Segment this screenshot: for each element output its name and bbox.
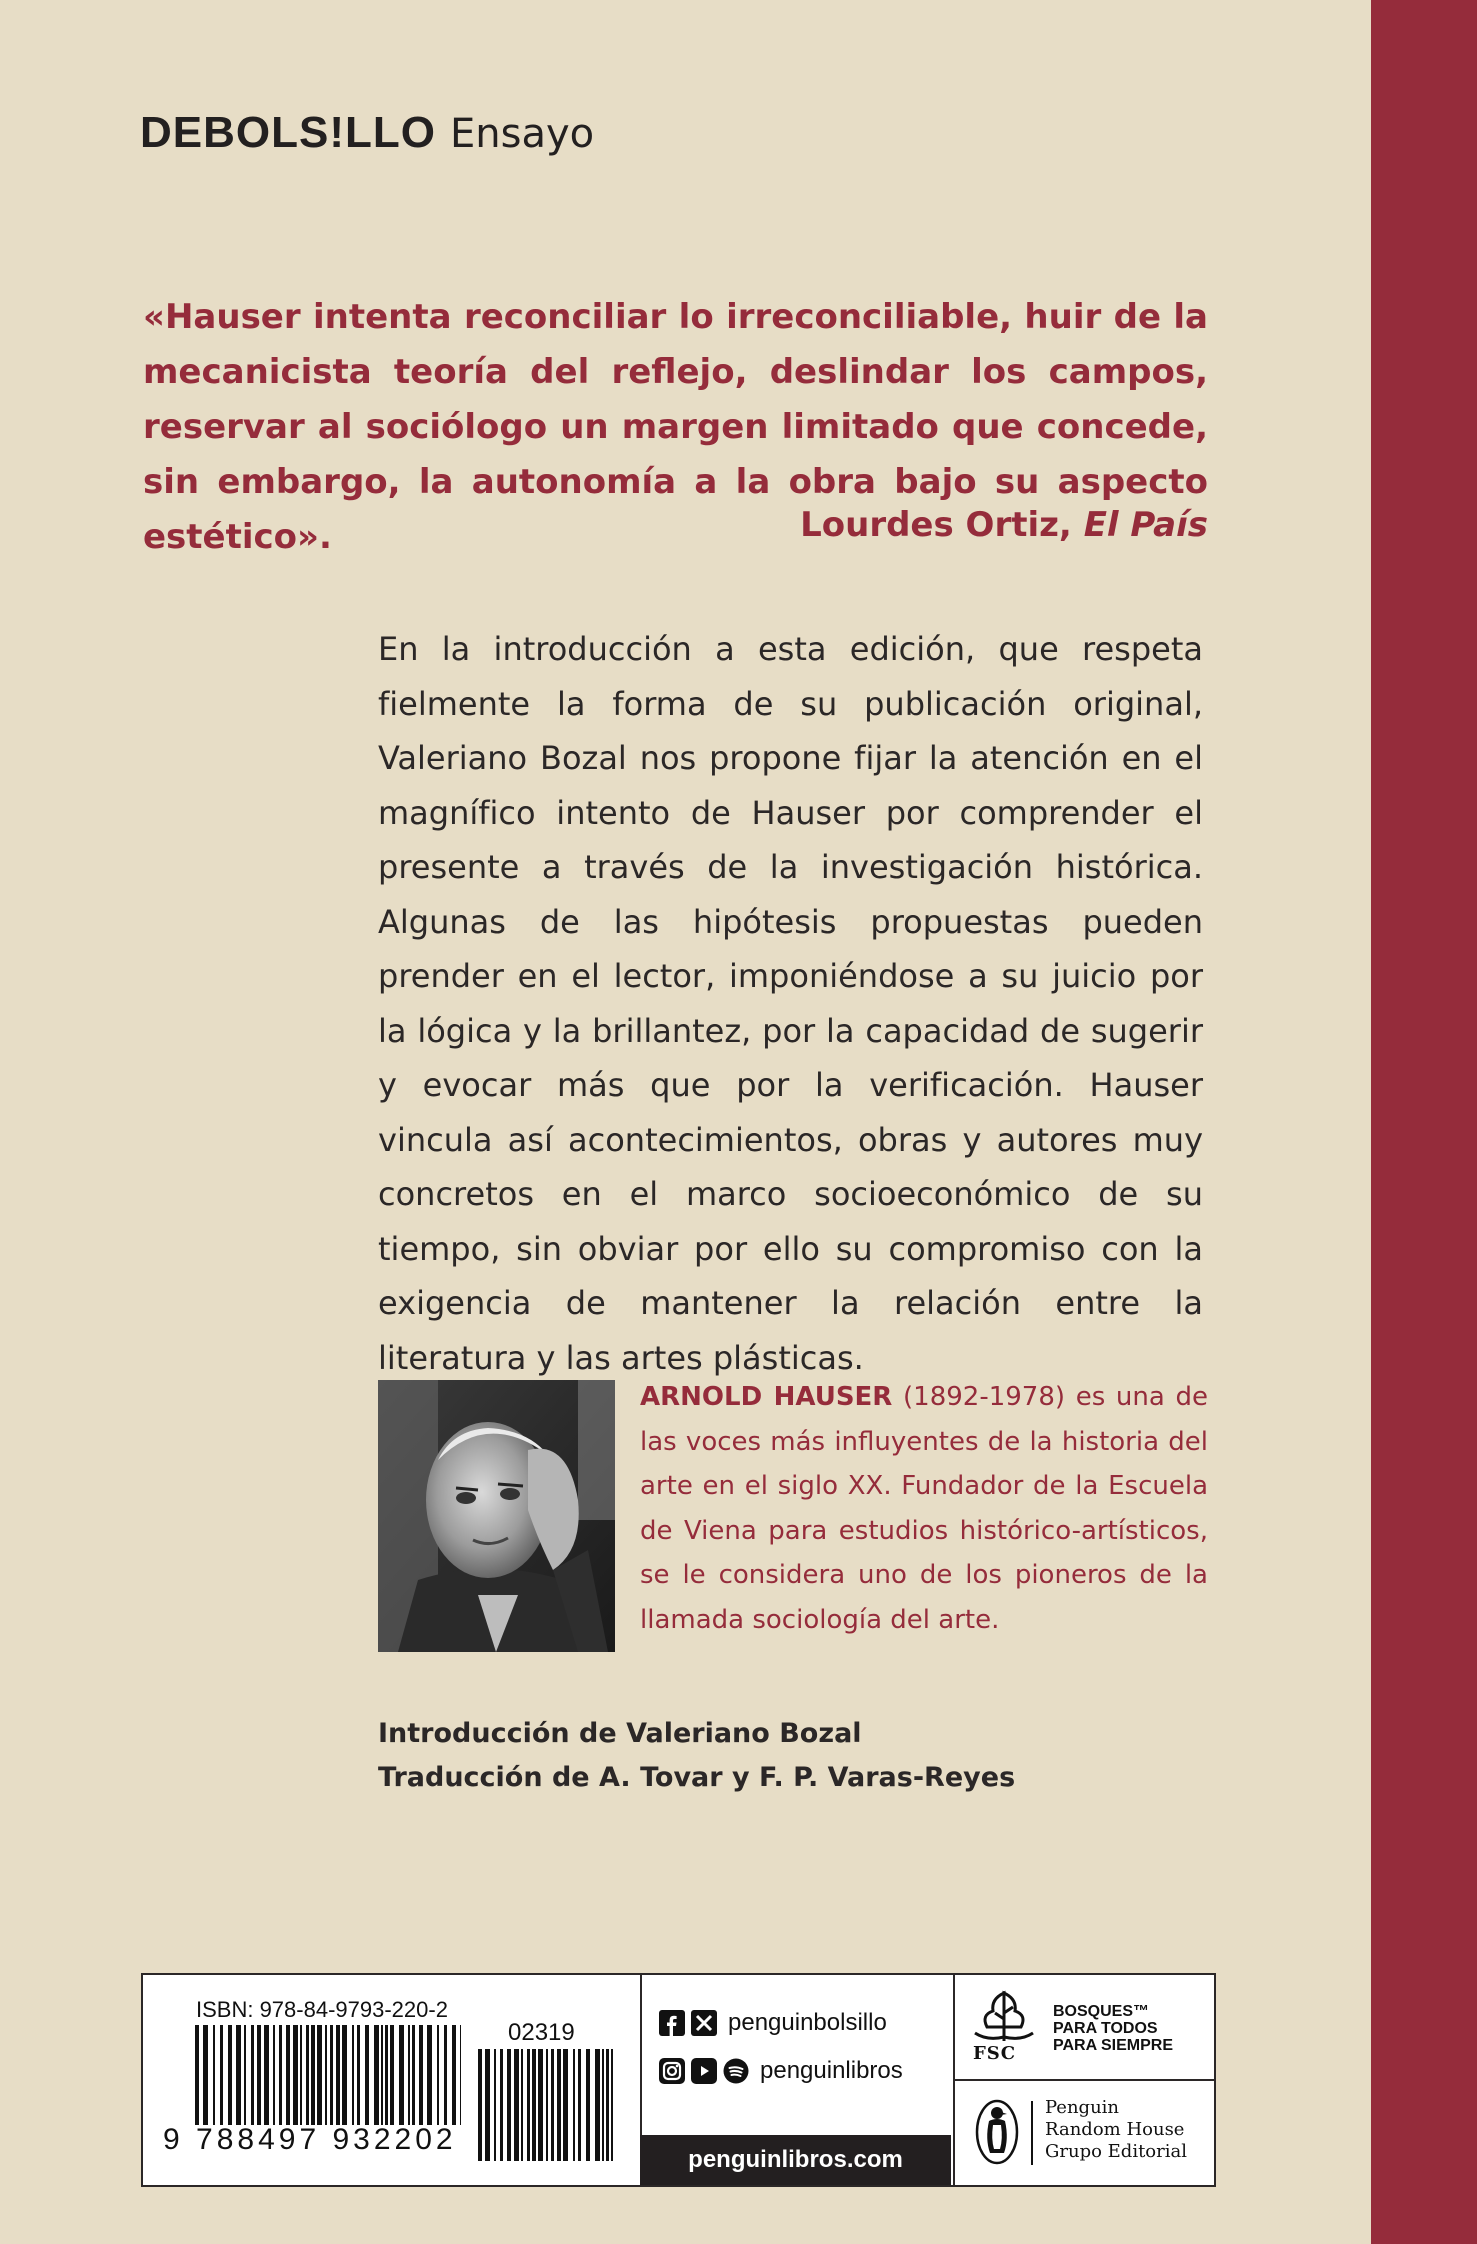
barcode-bar xyxy=(494,2049,496,2161)
prh-divider xyxy=(1031,2101,1033,2165)
barcode-bar xyxy=(602,2049,604,2161)
translation-credit: Traducción de A. Tovar y F. P. Varas-Reyes xyxy=(378,1762,1016,1793)
barcode-bar xyxy=(563,2049,568,2161)
barcode-bar xyxy=(381,2025,383,2125)
social-handle-bolsillo[interactable]: penguinbolsillo xyxy=(728,2009,887,2036)
facebook-icon[interactable] xyxy=(658,2009,686,2037)
barcode-bar xyxy=(195,2025,199,2125)
barcode-bar xyxy=(330,2025,333,2125)
spotify-icon[interactable] xyxy=(722,2057,750,2085)
barcode-bar xyxy=(500,2049,503,2161)
barcode-bar xyxy=(244,2025,246,2125)
barcode-bar xyxy=(595,2049,600,2161)
barcode-bar xyxy=(273,2025,275,2125)
author-name: ARNOLD HAUSER xyxy=(640,1382,893,1412)
barcode-bar xyxy=(257,2025,261,2125)
spine-color-band xyxy=(1371,0,1477,2244)
barcode-digits: 9 788497 932202 xyxy=(163,2123,457,2156)
barcode-bar xyxy=(390,2025,394,2125)
prh-wordmark xyxy=(1045,2097,1187,2163)
press-quote: «Hauser intenta reconciliar lo irreconciliable, huir de la mecanicista teoría del reflejo, deslindar los campos, reservar al sociólogo un margen limitado que concede, sin embargo, la autonomía a la obra bajo su aspecto estético». xyxy=(143,297,1208,557)
collection-name: Ensayo xyxy=(449,111,595,157)
quote-author: Lourdes Ortiz, xyxy=(800,505,1072,545)
logos-panel xyxy=(953,1975,1214,2185)
website-link[interactable]: penguinlibros.com xyxy=(640,2135,951,2185)
quote-source: El País xyxy=(1083,505,1208,545)
x-icon[interactable] xyxy=(690,2009,718,2037)
social-panel xyxy=(640,1975,955,2185)
barcode-bar xyxy=(478,2049,482,2161)
synopsis-text: En la introducción a esta edición, que respeta fielmente la forma de su publicación original, Valeriano Bozal nos propone fijar la atención en el magnífico intento de Hauser por comprender el presente a través de la investigación histórica. Algunas de las hipótesis propuestas pueden prender en el lector, imponiéndose a su juicio por la lógica y la brillantez, por la capacidad de sugerir y evocar más que por la verificación. Hauser vincula así acontecimientos, obras y autores muy concretos en el marco socioeconómico de su tiempo, sin obviar por ello su compromiso con la exigencia de mantener la relación entre la literatura y las artes plásticas. xyxy=(378,630,1203,1377)
barcode-bar xyxy=(293,2025,298,2125)
barcode-bar xyxy=(419,2025,423,2125)
barcode-bar xyxy=(342,2025,347,2125)
credits xyxy=(378,1712,1178,1800)
barcode-bar xyxy=(507,2049,511,2161)
barcode-bar xyxy=(460,2025,461,2125)
barcode-bar xyxy=(213,2025,215,2125)
barcode-bar xyxy=(300,2025,302,2125)
barcode-addon-number: 02319 xyxy=(508,2019,575,2046)
barcode-bar xyxy=(514,2049,519,2161)
social-row-libros xyxy=(658,2057,903,2085)
barcode-bar xyxy=(251,2025,254,2125)
fsc-slogan-line-2: PARA TODOS xyxy=(1053,2020,1158,2037)
penguin-random-house-logo xyxy=(953,2079,1214,2185)
youtube-icon[interactable] xyxy=(690,2057,718,2085)
publisher-header xyxy=(140,108,594,158)
barcode-bar xyxy=(325,2025,327,2125)
social-handle-libros[interactable]: penguinlibros xyxy=(760,2057,903,2084)
barcode-bar xyxy=(538,2049,543,2161)
barcode-bar xyxy=(557,2049,561,2161)
prh-line-3: Grupo Editorial xyxy=(1045,2141,1187,2162)
barcode-bar xyxy=(606,2049,609,2161)
barcode-bar xyxy=(521,2049,523,2161)
publisher-logo: DEBOLS!LLO xyxy=(140,108,436,157)
barcode-bar xyxy=(352,2025,354,2125)
barcode-bar xyxy=(427,2025,432,2125)
barcode-panel xyxy=(143,1975,642,2185)
barcode-bar xyxy=(444,2025,447,2125)
barcode-bar xyxy=(551,2049,554,2161)
barcode-bar xyxy=(306,2025,309,2125)
fsc-tree-icon xyxy=(971,1989,1037,2043)
barcode-bar xyxy=(611,2049,613,2161)
barcode-bar xyxy=(437,2025,439,2125)
barcode-bar xyxy=(452,2025,456,2125)
barcode-bar xyxy=(228,2025,232,2125)
author-photo xyxy=(378,1380,615,1652)
barcode-bar xyxy=(374,2025,379,2125)
author-bio xyxy=(640,1375,1208,1642)
barcode-bar xyxy=(311,2025,315,2125)
info-box xyxy=(141,1973,1216,2187)
prh-line-2: Random House xyxy=(1045,2119,1185,2140)
introduction-credit: Introducción de Valeriano Bozal xyxy=(378,1718,862,1749)
barcode-bar xyxy=(203,2025,208,2125)
barcode-bar xyxy=(532,2049,536,2161)
fsc-certification xyxy=(953,1975,1214,2081)
barcode-bar xyxy=(286,2025,290,2125)
instagram-icon[interactable] xyxy=(658,2057,686,2085)
prh-line-1: Penguin xyxy=(1045,2097,1120,2118)
barcode-bar xyxy=(527,2049,530,2161)
barcode-bar xyxy=(336,2025,340,2125)
author-bio-text: (1892-1978) es una de las voces más influyentes de la historia del arte en el siglo XX. Fundador de la Escuela de Viena para estudios histórico-artísticos, se le considera uno de los pioneros de la llamada sociología del arte. xyxy=(640,1382,1208,1635)
fsc-slogan-line-3: PARA SIEMPRE xyxy=(1053,2037,1174,2054)
barcode-bar xyxy=(578,2049,581,2161)
penguin-icon xyxy=(975,2099,1019,2165)
barcode-bar xyxy=(279,2025,282,2125)
barcode-bar xyxy=(317,2025,322,2125)
barcode-bar xyxy=(264,2025,269,2125)
barcode-bar xyxy=(485,2049,490,2161)
barcode-bar xyxy=(573,2049,575,2161)
barcode-bar xyxy=(408,2025,410,2125)
fsc-label: FSC xyxy=(973,2043,1017,2064)
barcode-bar xyxy=(399,2025,404,2125)
isbn-label: ISBN: 978-84-9793-220-2 xyxy=(196,1997,448,2022)
barcode-bar xyxy=(546,2049,548,2161)
social-row-bolsillo xyxy=(658,2009,887,2037)
fsc-slogan xyxy=(1053,2003,1203,2054)
barcode-bar xyxy=(365,2025,369,2125)
quote-attribution xyxy=(600,505,1208,545)
barcode-bar xyxy=(385,2025,388,2125)
barcode-bar xyxy=(236,2025,241,2125)
fsc-slogan-line-1: BOSQUES™ xyxy=(1053,2003,1150,2020)
barcode-bar xyxy=(586,2049,590,2161)
barcode-bar xyxy=(220,2025,223,2125)
barcode-bar xyxy=(357,2025,360,2125)
author-portrait-image xyxy=(378,1380,615,1652)
barcode-bar xyxy=(412,2025,415,2125)
